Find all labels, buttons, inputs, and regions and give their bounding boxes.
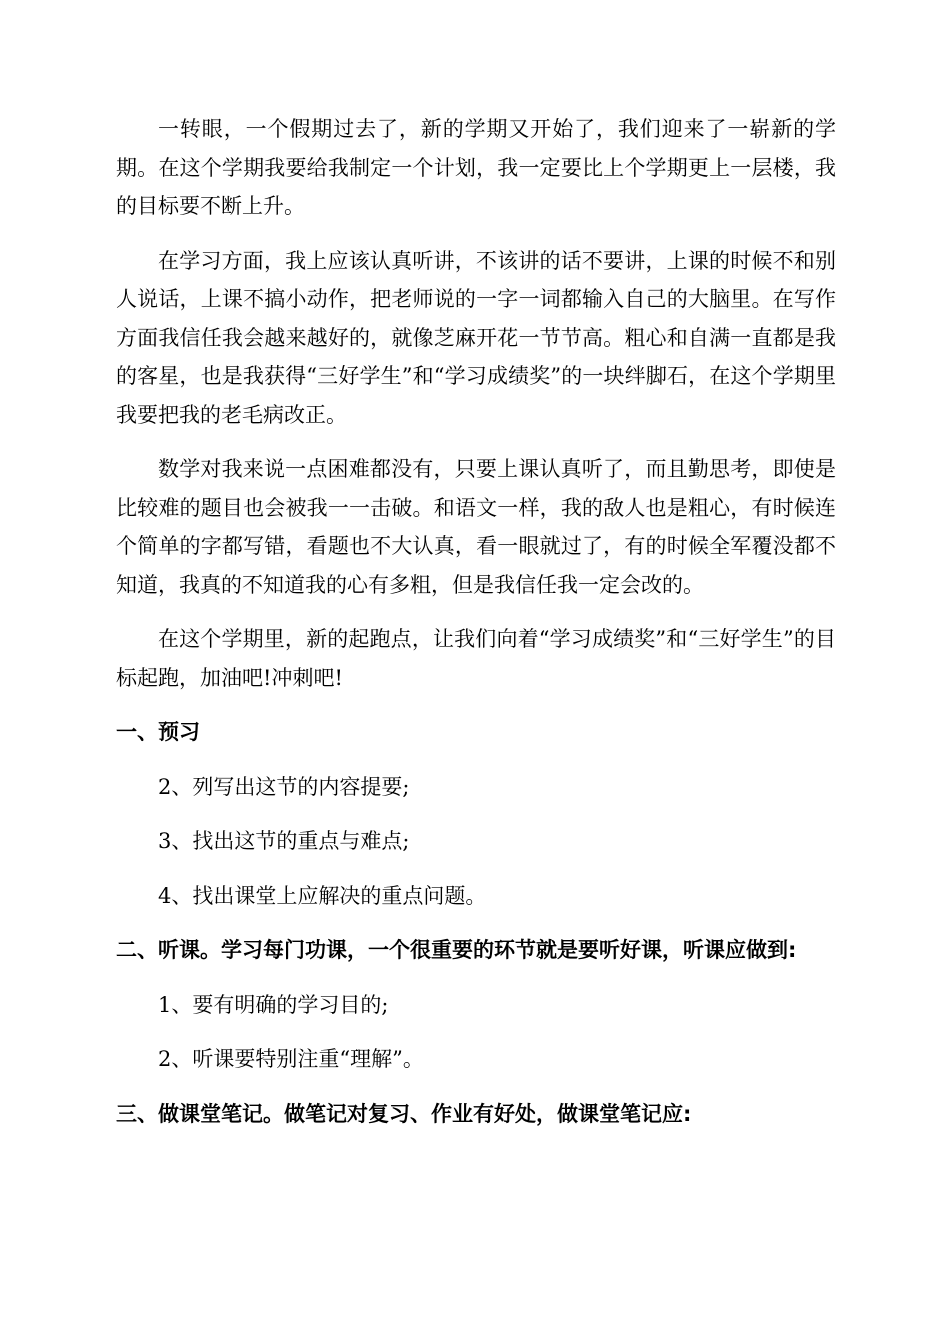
paragraph-intro: 一转眼，一个假期过去了，新的学期又开始了，我们迎来了一崭新的学期。在这个学期我要给我制定一个计划，我一定要比上个学期更上一层楼，我的目标要不断上升。 <box>116 117 836 218</box>
heading-notes: 三、做课堂笔记。做笔记对复习、作业有好处，做课堂笔记应: <box>116 1101 692 1126</box>
list-item: 2、听课要特别注重“理解”。 <box>158 1047 424 1071</box>
list-item: 2、列写出这节的内容提要; <box>158 774 410 799</box>
list-item: 1、要有明确的学习目的; <box>158 992 389 1017</box>
list-item: 4、找出课堂上应解决的重点问题。 <box>158 883 487 908</box>
list-item: 3、找出这节的重点与难点; <box>158 829 410 853</box>
heading-listening: 二、听课。学习每门功课，一个很重要的环节就是要听好课，听课应做到: <box>116 938 797 962</box>
paragraph-math: 数学对我来说一点困难都没有，只要上课认真听了，而且勤思考，即使是比较难的题目也会被我一一击破。和语文一样，我的敌人也是粗心，有时候连个简单的字都写错，看题也不大认真，看一眼就过了，有的时候全军覆没都不知道，我真的不知道我的心有多粗，但是我信任我一定会改的。 <box>116 457 836 597</box>
heading-preview: 一、预习 <box>116 720 200 744</box>
document-body <box>116 110 836 1149</box>
paragraph-goal: 在这个学期里，新的起跑点，让我们向着“学习成绩奖”和“三好学生”的目标起跑，加油吧!冲刺吧! <box>116 627 836 690</box>
paragraph-study: 在学习方面，我上应该认真听讲，不该讲的话不要讲，上课的时候不和别人说话，上课不搞小动作，把老师说的一字一词都输入自己的大脑里。在写作方面我信任我会越来越好的，就像芝麻开花一节节高。粗心和自满一直都是我的客星，也是我获得“三好学生”和“学习成绩奖”的一块绊脚石，在这个学期里我要把我的老毛病改正。 <box>116 248 836 427</box>
